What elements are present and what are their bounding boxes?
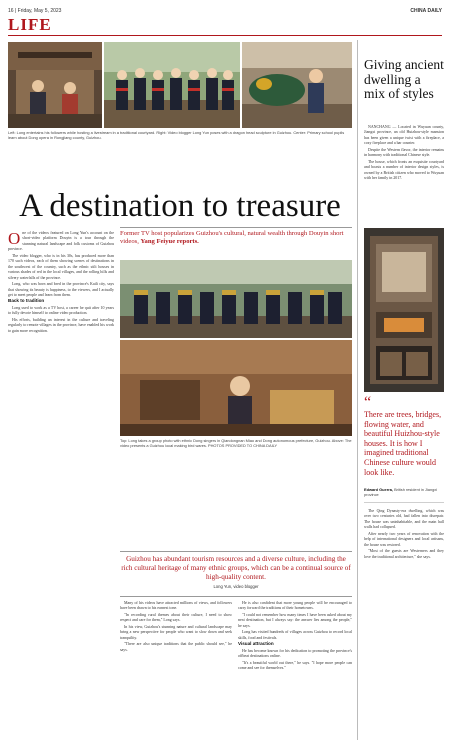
- sidebar-separator: [364, 502, 444, 503]
- photo-bird-wares: [120, 340, 352, 436]
- sidebar-quote-attribution: [364, 488, 444, 497]
- middle-caption-text: Top: Long takes a group photo with ethnic Dong singers in Qiandongnan Miao and Dong autonomous prefecture, Guizhou. Above: The video presents a Guizhou local making bird wares.: [120, 438, 352, 448]
- sidebar-quote-role: British resident in Jiangxi province: [364, 487, 438, 497]
- col3b-para-1: He has become known for his dedication to promoting the province's offbeat destinations online.: [238, 647, 352, 659]
- quote-mark-icon: “: [364, 394, 372, 411]
- middle-caption-credit: PHOTOS PROVIDED TO CHINA DAILY: [208, 442, 278, 448]
- deck-lead: Former TV host popularizes Guizhou's cultural, natural wealth through Douyin short videos,: [120, 230, 344, 246]
- top-photo-caption: [8, 131, 352, 140]
- sidebar-quote: There are trees, bridges, flowing water, and beautiful Huizhou-style houses. It is how I imagined traditional Chinese culture would look like.: [364, 410, 442, 477]
- sidebar-body2-para-3: "Most of the guests are Westerners and they love the traditional architecture," she says.: [364, 548, 444, 559]
- sidebar-body2-para-2: After nearly two years of renovation with the help of international designers and local artisans, the house was restored.: [364, 530, 444, 547]
- deck-byline: Yang Feiyue reports.: [140, 238, 199, 246]
- pullquote-text: Guizhou has abundant tourism resources and a diverse culture, including the rich cultural heritage of many ethnic groups, which can be a continual source of high-quality content.: [121, 555, 351, 581]
- photo-huizhou-mansion: [364, 228, 444, 392]
- col2-para-1: Many of his videos have attracted millions of views, and followers have been drawn to his earnest tone.: [120, 600, 232, 611]
- sidebar-body2-para-1: The Qing Dynasty-era dwelling, which was over two centuries old, had fallen into disrepair. The house was uninhabitable, and the main hall walls had collapsed.: [364, 508, 444, 530]
- caption-left: Left: Long entertains his followers while hosting a livestream in a traditional courtyard.: [8, 130, 156, 135]
- dropcap: O: [8, 229, 21, 248]
- sidebar-quote-name: Edward Guerra,: [364, 487, 393, 492]
- caption-rest: Right: Video blogger Long Yun poses with a dragon head sculpture in Guizhou. Center: Primary school pupils learn about Dong opera in Rongjiang county, Guizhou.: [8, 130, 345, 140]
- sidebar-divider: [357, 40, 358, 740]
- col2-para-3: In his view, Guizhou's stunning nature and cultural landscape may bring a new perspective for people who want to slow down and seek tranquility.: [120, 623, 232, 640]
- photo-livestream: [8, 42, 102, 128]
- col1b-para-2: His efforts, building an interest in the culture and traveling regularly to remote villages in the province, have enabled his work to gain more recognition.: [8, 316, 114, 333]
- pullquote-attribution: Long Yun, video blogger: [213, 584, 259, 589]
- deck-rule-top: [120, 227, 352, 228]
- top-photo-left: [8, 42, 102, 128]
- page-header: [8, 6, 442, 18]
- sidebar-body-1: [364, 124, 444, 224]
- deck: [120, 230, 352, 247]
- top-photo-right: [242, 42, 352, 128]
- col1b-para-1: Long used to work as a TV host, a career he quit after 10 years to fully devote himself to online video production.: [8, 304, 114, 316]
- sidebar-photo: [364, 228, 444, 392]
- col2-para-4: "There are also unique traditions that the public should see," he says.: [120, 641, 232, 652]
- sidebar-para-1: NANCHANG — Located in Wuyuan county, Jiangxi province, an old Huizhou-style mansion has been given a unique twist with a fireplace, a cozy fireplace and a bar counter.: [364, 124, 444, 146]
- col3-para-3: Long has visited hundreds of villages across Guizhou to record local skills, food and festivals.: [238, 629, 352, 640]
- sidebar-para-3: The house, which fronts an exquisite courtyard and boasts a number of interior design styles, is owned by a British citizen who moved to Wuyuan with her family in 2017.: [364, 158, 444, 181]
- col1-para-2: The video blogger, who is in his 30s, has produced more than 170 such videos, each of them showing scenes of destinations in the southwest of the country, such as the ethnic stilt houses in various shades of red in the local villages, and the rolling hills and silvery waterfalls of the province.: [8, 252, 114, 280]
- page-info: 16 | Friday, May 5, 2023: [8, 8, 62, 14]
- photo-dragon-head: [242, 42, 352, 128]
- sidebar-para-2: Despite the Western flavor, the interior remains in harmony with traditional Chinese style.: [364, 146, 444, 158]
- paper-name: CHINA DAILY: [410, 8, 442, 14]
- pullquote: [120, 555, 352, 590]
- body-column-3: [238, 600, 352, 742]
- col3-para-2: "I could not remember how many times I have been asked about my next destination, but I always say: the answer lies among the people," he says.: [238, 611, 352, 628]
- col2-para-2: "In recording rural themes about their culture, I need to show respect and care for them," Long says.: [120, 611, 232, 623]
- body-column-1: [8, 230, 114, 742]
- middle-photo-top: [120, 260, 352, 338]
- col3-subhead: Visual attraction: [238, 641, 274, 647]
- pullquote-rule-top: [120, 551, 352, 552]
- sidebar-title: Giving ancient dwelling a mix of styles: [364, 57, 444, 101]
- col3-para-1: He is also confident that more young people will be encouraged to carry forward the traditions of their hometowns.: [238, 600, 352, 611]
- middle-photo-caption: [120, 439, 352, 448]
- col1-subhead: Back to tradition: [8, 298, 45, 304]
- col1-para-3: Long, who was born and bred in the province's Kaili city, says that showing its beauty is happiness, to the viewers, and I actually get to meet people and learn from them.: [8, 281, 114, 297]
- sidebar-body-2: [364, 508, 444, 742]
- pullquote-rule-bottom: [120, 596, 352, 597]
- photo-group-dong-singers: [120, 260, 352, 338]
- photo-children-opera: [104, 42, 240, 128]
- col3b-para-2: "It's a beautiful world out there," he says. "I hope more people can come and see for themselves.": [238, 659, 352, 670]
- section-rule: [8, 35, 442, 36]
- col1-para-1: ne of the videos featured on Long Yun's account on the short-video platform Douyin is a tour through the stunning natural landscape and folk customs of Guizhou province.: [8, 230, 114, 252]
- headline: A destination to treasure: [19, 188, 341, 224]
- middle-photo-bottom: [120, 340, 352, 436]
- body-column-2: [120, 600, 232, 742]
- section-title: LIFE: [8, 15, 52, 34]
- top-photo-center: [104, 42, 240, 128]
